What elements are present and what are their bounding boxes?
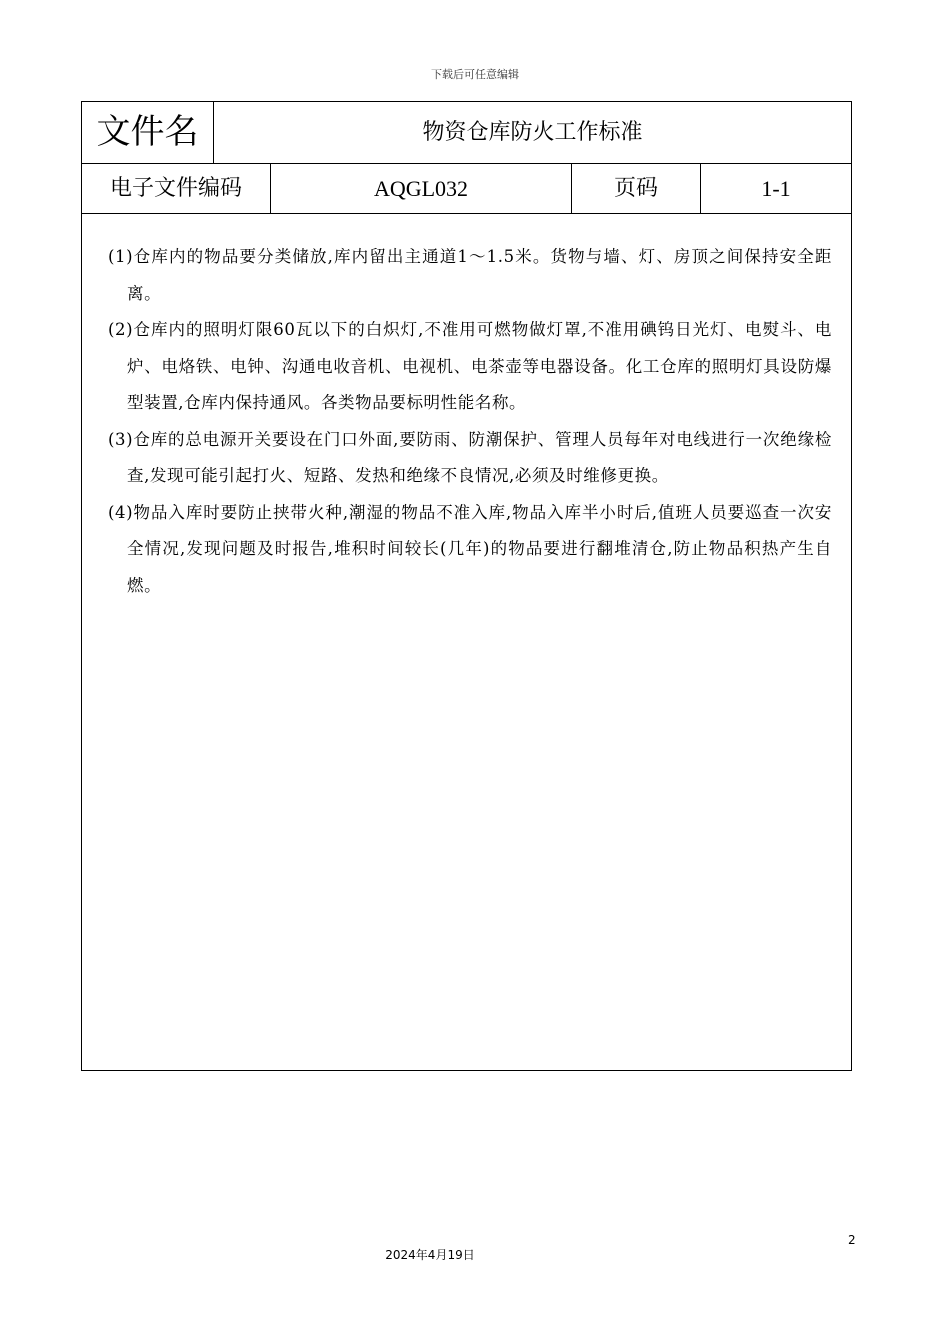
file-code-value: AQGL032 (271, 164, 572, 213)
file-code-label: 电子文件编码 (82, 164, 271, 213)
paragraph-2: (2)仓库内的照明灯限60瓦以下的白炽灯,不准用可燃物做灯罩,不准用碘钨日光灯、电熨斗、电炉、电烙铁、电钟、沟通电收音机、电视机、电茶壶等电器设备。化工仓库的照明灯具设防爆型装置,仓库内保持通风。各类物品要标明性能名称。 (108, 320, 832, 412)
document-table (81, 101, 852, 1071)
document-title: 物资仓库防火工作标准 (422, 120, 643, 145)
paragraph-4: (4)物品入库时要防止挟带火种,潮湿的物品不准入库,物品入库半小时后,值班人员要巡查一次安全情况,发现问题及时报告,堆积时间较长(几年)的物品要进行翻堆清仓,防止物品积热产生自燃。 (108, 502, 832, 595)
info-row (82, 164, 851, 214)
page-value: 1-1 (761, 176, 791, 201)
title-row (82, 102, 851, 164)
page-label: 页码 (572, 164, 701, 213)
paragraph-1: (1)仓库内的物品要分类储放,库内留出主通道1～1.5米。货物与墙、灯、房顶之间保持安全距离。 (108, 247, 832, 303)
header-note: 下载后可任意编辑 (431, 68, 519, 81)
file-name-label: 文件名 (82, 102, 214, 163)
page-number: 2 (848, 1233, 856, 1247)
footer-date: 2024年4月19日 (385, 1248, 475, 1262)
content-body (108, 239, 832, 604)
paragraph-3: (3)仓库的总电源开关要设在门口外面,要防雨、防潮保护、管理人员每年对电线进行一次绝缘检查,发现可能引起打火、短路、发热和绝缘不良情况,必须及时维修更换。 (108, 429, 832, 485)
